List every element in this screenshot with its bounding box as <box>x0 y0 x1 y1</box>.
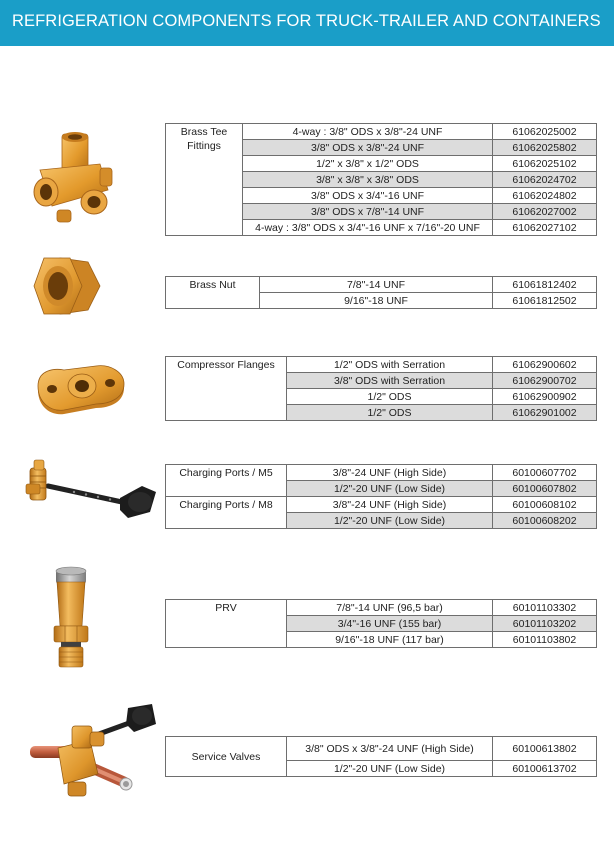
table-row <box>166 357 597 373</box>
description-cell: 3/8" ODS x 3/4"-16 UNF <box>243 188 493 204</box>
charging-ports-table <box>165 464 597 529</box>
compressor-flange-image <box>30 356 130 418</box>
brass-tee-fittings-table <box>165 123 597 236</box>
description-cell: 1/2"-20 UNF (Low Side) <box>287 761 493 777</box>
part-number-cell: 60100608102 <box>493 497 597 513</box>
part-number-cell: 61062025802 <box>493 140 597 156</box>
part-number-cell: 60101103802 <box>493 632 597 648</box>
description-cell: 1/2"-20 UNF (Low Side) <box>287 481 493 497</box>
brass-tee-fitting-image <box>22 128 120 228</box>
part-number-cell: 61062900702 <box>493 373 597 389</box>
part-number-cell: 61062901002 <box>493 405 597 421</box>
description-cell: 3/8" ODS x 7/8"-14 UNF <box>243 204 493 220</box>
part-number-cell: 60100607802 <box>493 481 597 497</box>
part-number-cell: 61061812502 <box>493 293 597 309</box>
brass-nut-image <box>30 254 102 318</box>
charging-port-image <box>22 458 158 520</box>
part-number-cell: 60100607702 <box>493 465 597 481</box>
description-cell: 3/8"-24 UNF (High Side) <box>287 465 493 481</box>
description-cell: 7/8"-14 UNF (96,5 bar) <box>287 600 493 616</box>
compressor-flanges-table <box>165 356 597 421</box>
part-number-cell: 61062027102 <box>493 220 597 236</box>
service-valves-table <box>165 736 597 777</box>
service-valve-image <box>28 702 160 800</box>
description-cell: 9/16"-18 UNF (117 bar) <box>287 632 493 648</box>
part-number-cell: 61062900902 <box>493 389 597 405</box>
part-number-cell: 60101103302 <box>493 600 597 616</box>
description-cell: 4-way : 3/8" ODS x 3/4"-16 UNF x 7/16"-20 UNF <box>243 220 493 236</box>
page-title: REFRIGERATION COMPONENTS FOR TRUCK-TRAILER AND CONTAINERS <box>12 12 601 30</box>
table-row <box>166 737 597 761</box>
part-number-cell: 61062024702 <box>493 172 597 188</box>
table-row <box>166 497 597 513</box>
part-number-cell: 61061812402 <box>493 277 597 293</box>
description-cell: 1/2" ODS with Serration <box>287 357 493 373</box>
description-cell: 4-way : 3/8" ODS x 3/8"-24 UNF <box>243 124 493 140</box>
table-row <box>166 465 597 481</box>
table-row <box>166 277 597 293</box>
prv-table <box>165 599 597 648</box>
description-cell: 3/8" x 3/8" x 3/8" ODS <box>243 172 493 188</box>
description-cell: 1/2" ODS <box>287 389 493 405</box>
part-number-cell: 60101103202 <box>493 616 597 632</box>
category-cell: Charging Ports / M5 <box>166 465 287 497</box>
part-number-cell: 60100613702 <box>493 761 597 777</box>
pressure-relief-valve-image <box>48 566 92 670</box>
category-cell: PRV <box>166 600 287 648</box>
description-cell: 3/4"-16 UNF (155 bar) <box>287 616 493 632</box>
table-row <box>166 600 597 616</box>
description-cell: 9/16"-18 UNF <box>260 293 493 309</box>
description-cell: 3/8" ODS x 3/8"-24 UNF (High Side) <box>287 737 493 761</box>
category-cell: Service Valves <box>166 737 287 777</box>
part-number-cell: 61062025002 <box>493 124 597 140</box>
category-cell: Brass Nut <box>166 277 260 309</box>
part-number-cell: 61062025102 <box>493 156 597 172</box>
part-number-cell: 61062024802 <box>493 188 597 204</box>
category-cell: Brass Tee Fittings <box>166 124 243 236</box>
category-cell: Charging Ports / M8 <box>166 497 287 529</box>
description-cell: 3/8"-24 UNF (High Side) <box>287 497 493 513</box>
category-cell: Compressor Flanges <box>166 357 287 421</box>
brass-nut-table <box>165 276 597 309</box>
part-number-cell: 61062900602 <box>493 357 597 373</box>
table-row <box>166 124 597 140</box>
part-number-cell: 60100608202 <box>493 513 597 529</box>
part-number-cell: 60100613802 <box>493 737 597 761</box>
description-cell: 1/2" x 3/8" x 1/2" ODS <box>243 156 493 172</box>
description-cell: 1/2"-20 UNF (Low Side) <box>287 513 493 529</box>
description-cell: 7/8"-14 UNF <box>260 277 493 293</box>
description-cell: 1/2" ODS <box>287 405 493 421</box>
description-cell: 3/8" ODS x 3/8"-24 UNF <box>243 140 493 156</box>
part-number-cell: 61062027002 <box>493 204 597 220</box>
page-header <box>0 0 614 46</box>
description-cell: 3/8" ODS with Serration <box>287 373 493 389</box>
